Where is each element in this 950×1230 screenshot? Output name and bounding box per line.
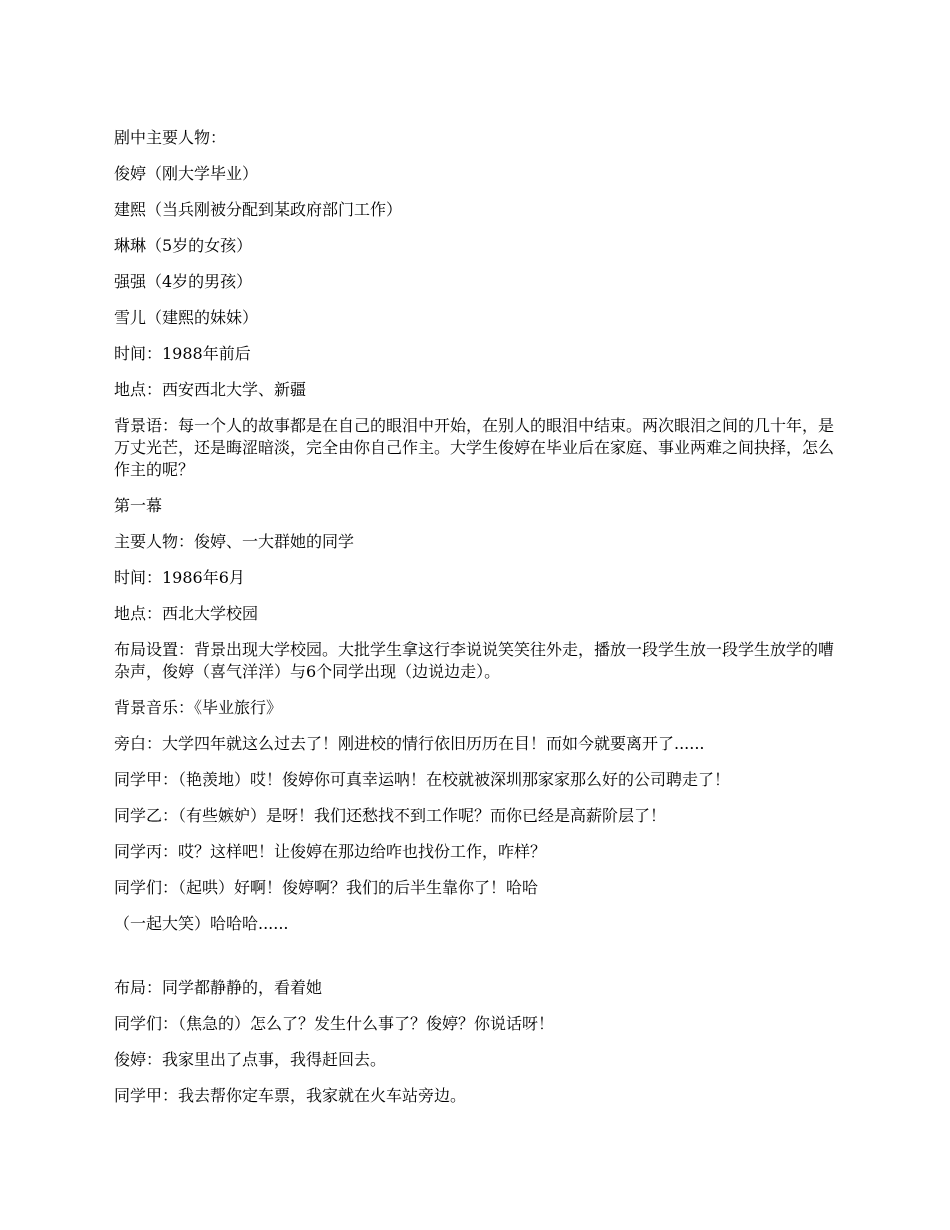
play-time: 时间：1988年前后 <box>114 344 251 363</box>
act-one-location: 地点：西北大学校园 <box>114 604 259 623</box>
blank-line <box>114 949 842 977</box>
dialogue-line: 同学甲：（艳羡地）哎！俊婷你可真幸运呐！在校就被深圳那家家那么好的公司聘走了！ <box>114 770 731 789</box>
act-one-time: 时间：1986年6月 <box>114 568 245 587</box>
play-location: 地点：西安西北大学、新疆 <box>114 380 307 399</box>
stage-setting: 布局设置：背景出现大学校园。大批学生拿这行李说说笑笑往外走，播放一段学生放一段学生放学的嘈杂声，俊婷（喜气洋洋）与6个同学出现（边说边走）。 <box>114 640 835 681</box>
dialogue-line: 同学们：（焦急的）怎么了？发生什么事了？俊婷？你说话呀！ <box>114 1014 555 1033</box>
dialogue-line: 同学丙：哎？这样吧！让俊婷在那边给咋也找份工作，咋样？ <box>114 842 547 861</box>
cast-item-qiangqiang: 强强（4岁的男孩） <box>114 272 253 291</box>
dialogue-line: 俊婷：我家里出了点事，我得赶回去。 <box>114 1050 387 1069</box>
background-music: 背景音乐：《毕业旅行》 <box>114 698 283 717</box>
cast-heading: 剧中主要人物： <box>114 128 227 147</box>
dialogue-line: 同学甲：我去帮你定车票，我家就在火车站旁边。 <box>114 1086 467 1105</box>
cast-item-jianxi: 建熙（当兵刚被分配到某政府部门工作） <box>114 200 403 219</box>
stage-layout: 布局：同学都静静的，看着她 <box>114 978 323 997</box>
background-narration: 背景语：每一个人的故事都是在自己的眼泪中开始，在别人的眼泪中结束。两次眼泪之间的几十年，是万丈光芒，还是晦涩暗淡，完全由你自己作主。大学生俊婷在毕业后在家庭、事业两难之间抉择，怎么作主的呢？ <box>114 416 835 479</box>
cast-item-linlin: 琳琳（5岁的女孩） <box>114 236 253 255</box>
cast-item-junting: 俊婷（刚大学毕业） <box>114 164 259 183</box>
act-one-characters: 主要人物：俊婷、一大群她的同学 <box>114 532 355 551</box>
cast-item-xueer: 雪儿（建熙的妹妹） <box>114 308 259 327</box>
document-body <box>114 127 842 1121</box>
dialogue-line: 同学们：（起哄）好啊！俊婷啊？我们的后半生靠你了！哈哈 <box>114 878 539 897</box>
narrator-line: 旁白：大学四年就这么过去了！刚进校的情行依旧历历在目！而如今就要离开了...... <box>114 734 705 753</box>
dialogue-line: 同学乙：（有些嫉妒）是呀！我们还愁找不到工作呢？而你已经是高薪阶层了！ <box>114 806 667 825</box>
act-one-heading: 第一幕 <box>114 496 163 515</box>
stage-direction: （一起大笑）哈哈哈...... <box>114 914 289 933</box>
